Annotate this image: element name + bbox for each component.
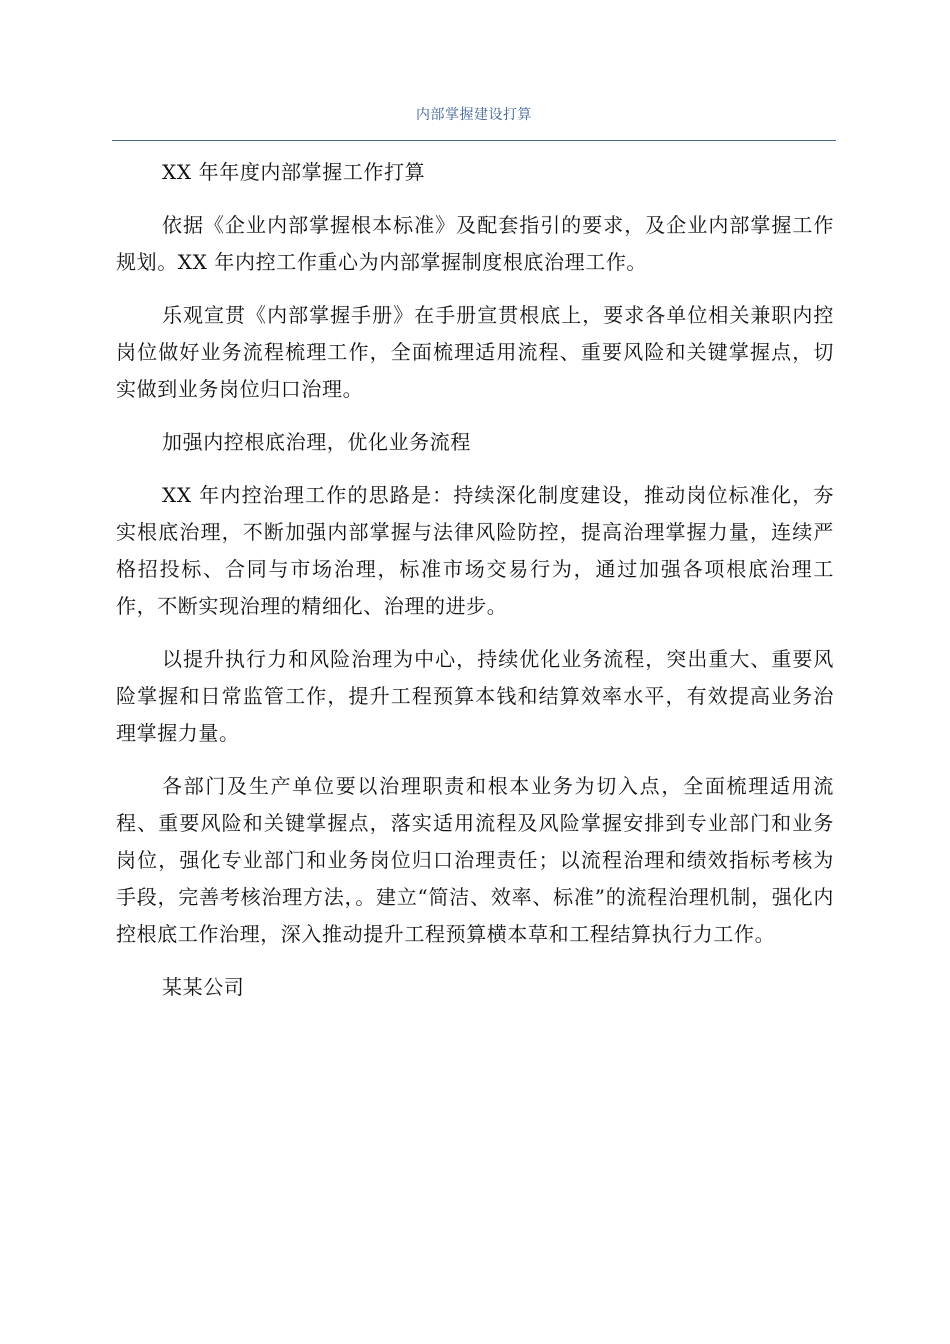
paragraph-3: XX 年内控治理工作的思路是：持续深化制度建设，推动岗位标准化，夯实根底治理，不断加强内部掌握与法律风险防控，提高治理掌握力量，连续严格招投标、合同与市场治理，标准市场交易行为，通过加强各项根底治理工作，不断实现治理的精细化、治理的进步。 [116, 483, 834, 618]
section-heading: 加强内控根底治理，优化业务流程 [162, 430, 471, 454]
header-title: 内部掌握建设打算 [416, 107, 532, 123]
page-header [112, 98, 836, 141]
document-title: XX 年年度内部掌握工作打算 [162, 160, 426, 184]
paragraph-1: 依据《企业内部掌握根本标准》及配套指引的要求，及企业内部掌握工作规划。XX 年内控工作重心为内部掌握制度根底治理工作。 [116, 213, 834, 274]
paragraph-2: 乐观宣贯《内部掌握手册》在手册宣贯根底上，要求各单位相关兼职内控岗位做好业务流程梳理工作，全面梳理适用流程、重要风险和关键掌握点，切实做到业务岗位归口治理。 [116, 303, 834, 401]
signature: 某某公司 [162, 975, 245, 999]
paragraph-5: 各部门及生产单位要以治理职责和根本业务为切入点，全面梳理适用流程、重要风险和关键掌握点，落实适用流程及风险掌握安排到专业部门和业务岗位，强化专业部门和业务岗位归口治理责任；以流程治理和绩效指标考核为手段，完善考核治理方法，。建立“简洁、效率、标准”的流程治理机制，强化内控根底工作治理，深入推动提升工程预算横本草和工程结算执行力工作。 [116, 774, 834, 946]
paragraph-4: 以提升执行力和风险治理为中心，持续优化业务流程，突出重大、重要风险掌握和日常监管工作，提升工程预算本钱和结算效率水平，有效提高业务治理掌握力量。 [116, 647, 834, 745]
document-body [116, 154, 834, 1022]
